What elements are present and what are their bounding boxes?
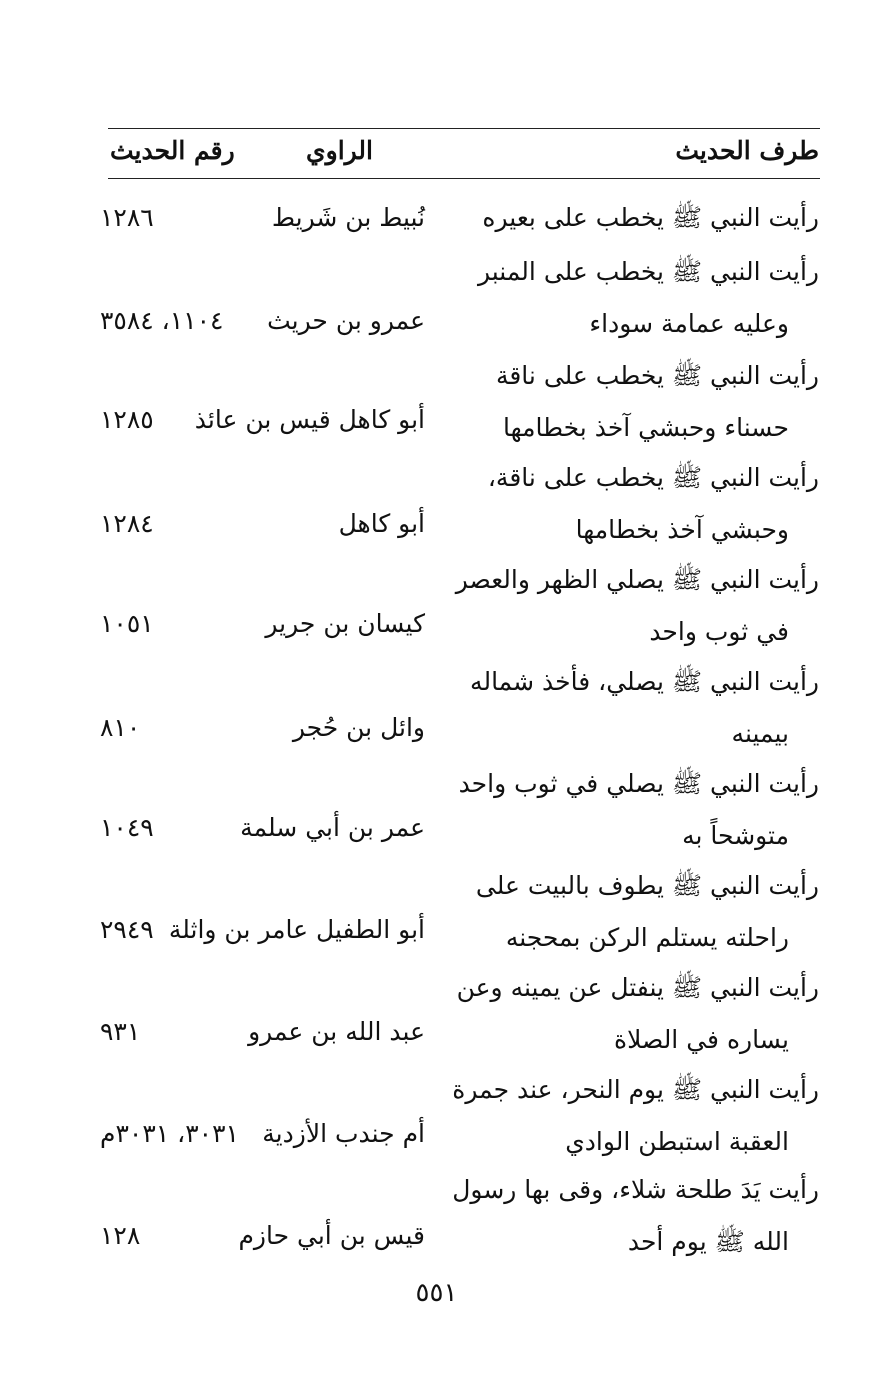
hadith-number: ٩٣١: [100, 1017, 141, 1046]
narrator: قيس بن أبي حازم: [238, 1221, 425, 1250]
page-number: ٥٥١: [415, 1278, 458, 1308]
hadith-number: ١١٠٤، ٣٥٨٤: [100, 306, 224, 335]
hadith-text-line: رأيت النبي ﷺ يطوف بالبيت على: [475, 871, 819, 900]
hadith-text-line: رأيت النبي ﷺ يصلي، فأخذ شماله: [470, 667, 819, 696]
narrator: عمرو بن حريث: [267, 306, 425, 335]
hadith-number: ١٢٨٥: [100, 405, 154, 434]
narrator: عمر بن أبي سلمة: [240, 813, 425, 842]
hadith-text-line: رأيت النبي ﷺ يصلي الظهر والعصر: [455, 565, 819, 594]
hadith-number: ١٠٤٩: [100, 813, 154, 842]
hadith-text-line: رأيت النبي ﷺ يصلي في ثوب واحد: [458, 769, 819, 798]
hadith-text-line: في ثوب واحد: [649, 617, 789, 646]
hadith-text-line: رأيت النبي ﷺ ينفتل عن يمينه وعن: [456, 973, 819, 1002]
hadith-text-line: وحبشي آخذ بخطامها: [575, 515, 789, 544]
hadith-text-line: متوشحاً به: [682, 821, 789, 850]
header-rule: [108, 178, 820, 179]
hadith-number: ٨١٠: [100, 713, 141, 742]
narrator: أبو كاهل: [338, 509, 425, 538]
header-hadith-number: رقم الحديث: [110, 136, 235, 165]
narrator: وائل بن حُجر: [292, 713, 425, 742]
narrator: كيسان بن جرير: [265, 609, 425, 638]
hadith-number: ١٢٨٤: [100, 509, 154, 538]
hadith-number: ١٢٨: [100, 1221, 141, 1250]
hadith-text-line: الله ﷺ يوم أحد: [627, 1227, 789, 1256]
hadith-text-line: راحلته يستلم الركن بمحجنه: [505, 923, 789, 952]
hadith-number: ٢٩٤٩: [100, 915, 154, 944]
hadith-number: ٣٠٣١، ٣٠٣١م: [100, 1119, 239, 1148]
hadith-text-line: رأيت النبي ﷺ يخطب على ناقة،: [487, 463, 819, 492]
narrator: أم جندب الأزدية: [262, 1119, 425, 1148]
hadith-text-line: رأيت النبي ﷺ يخطب على ناقة: [495, 361, 819, 390]
narrator: نُبيط بن شَريط: [271, 203, 425, 232]
hadith-number: ١٠٥١: [100, 609, 154, 638]
hadith-text-line: يساره في الصلاة: [614, 1025, 789, 1054]
narrator: أبو الطفيل عامر بن واثلة: [168, 915, 425, 944]
hadith-text-line: رأيت النبي ﷺ يخطب على المنبر: [477, 257, 819, 286]
narrator: عبد الله بن عمرو: [248, 1017, 425, 1046]
hadith-text-line: حسناء وحبشي آخذ بخطامها: [503, 413, 789, 442]
header-hadith-text: طرف الحديث: [675, 136, 819, 165]
header-narrator: الراوي: [306, 136, 373, 165]
narrator: أبو كاهل قيس بن عائذ: [194, 405, 425, 434]
hadith-text-line: رأيت النبي ﷺ يوم النحر، عند جمرة: [452, 1075, 819, 1104]
hadith-text-line: رأيت النبي ﷺ يخطب على بعيره: [482, 203, 819, 232]
hadith-text-line: العقبة استبطن الوادي: [565, 1127, 789, 1156]
hadith-text-line: رأيت يَدَ طلحة شلاء، وقى بها رسول: [452, 1175, 819, 1204]
top-rule: [108, 128, 820, 129]
hadith-number: ١٢٨٦: [100, 203, 154, 232]
hadith-text-line: بيمينه: [731, 719, 789, 748]
hadith-text-line: وعليه عمامة سوداء: [589, 309, 789, 338]
